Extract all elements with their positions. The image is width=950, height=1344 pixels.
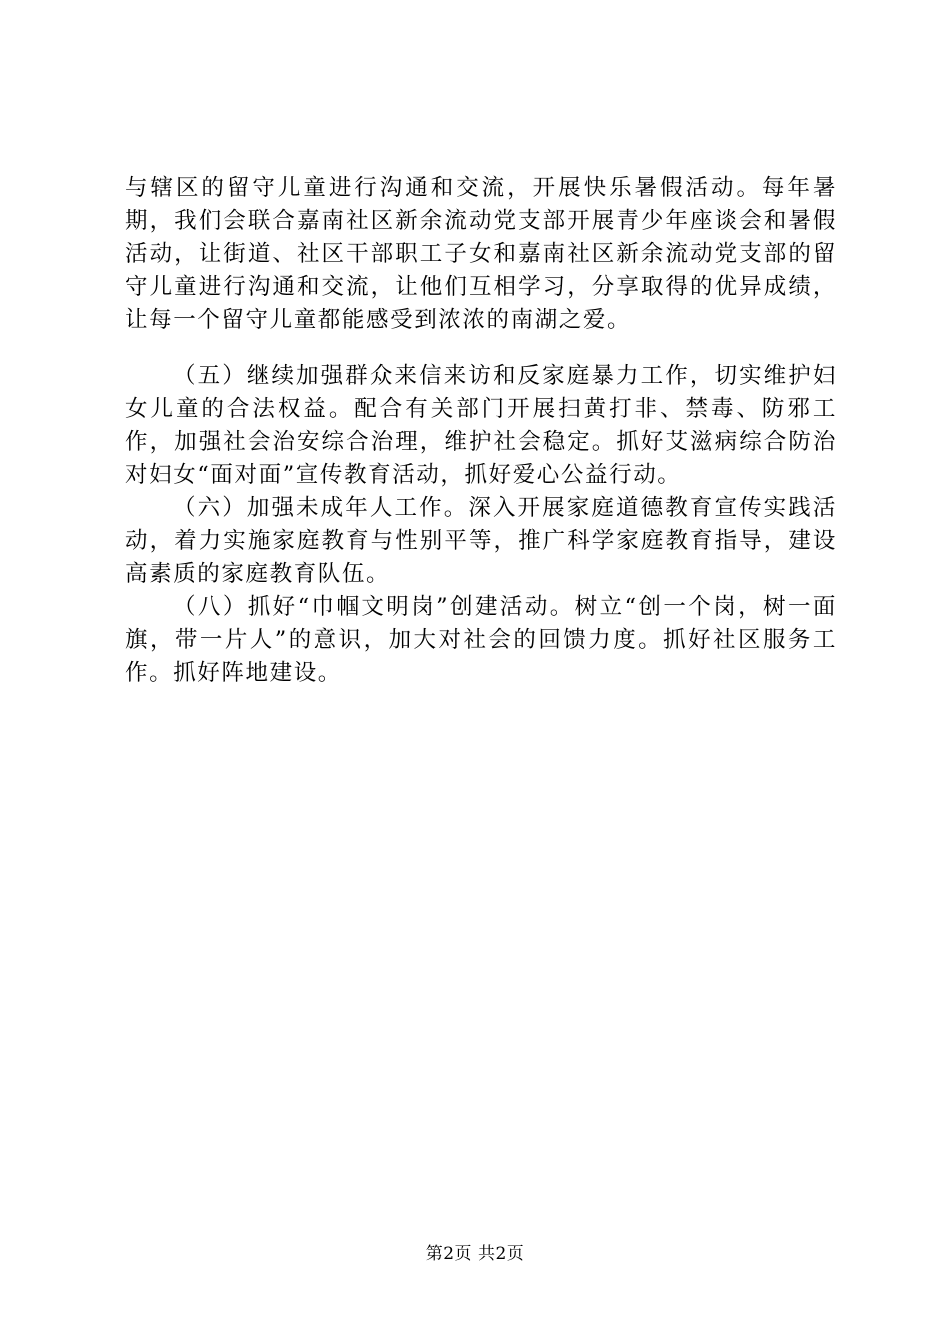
paragraph-section-6: （六）加强未成年人工作。深入开展家庭道德教育宣传实践活动，着力实施家庭教育与性别平等，推广科学家庭教育指导，建设高素质的家庭教育队伍。 <box>125 495 837 587</box>
document-body <box>125 172 837 690</box>
paragraph-gap <box>125 337 837 360</box>
paragraph-section-8: （八）抓好“巾帼文明岗”创建活动。树立“创一个岗，树一面旗，带一片人”的意识，加大对社会的回馈力度。抓好社区服务工作。抓好阵地建设。 <box>125 594 837 686</box>
page-number-footer: 第2页 共2页 <box>425 1244 525 1264</box>
paragraph-continuation: 与辖区的留守儿童进行沟通和交流，开展快乐暑假活动。每年暑期，我们会联合嘉南社区新余流动党支部开展青少年座谈会和暑假活动，让街道、社区干部职工子女和嘉南社区新余流动党支部的留守儿童进行沟通和交流，让他们互相学习，分享取得的优异成绩，让每一个留守儿童都能感受到浓浓的南湖之爱。 <box>125 175 837 333</box>
paragraph-section-5: （五）继续加强群众来信来访和反家庭暴力工作，切实维护妇女儿童的合法权益。配合有关部门开展扫黄打非、禁毒、防邪工作，加强社会治安综合治理，维护社会稳定。抓好艾滋病综合防治对妇女“面对面”宣传教育活动，抓好爱心公益行动。 <box>125 363 837 488</box>
